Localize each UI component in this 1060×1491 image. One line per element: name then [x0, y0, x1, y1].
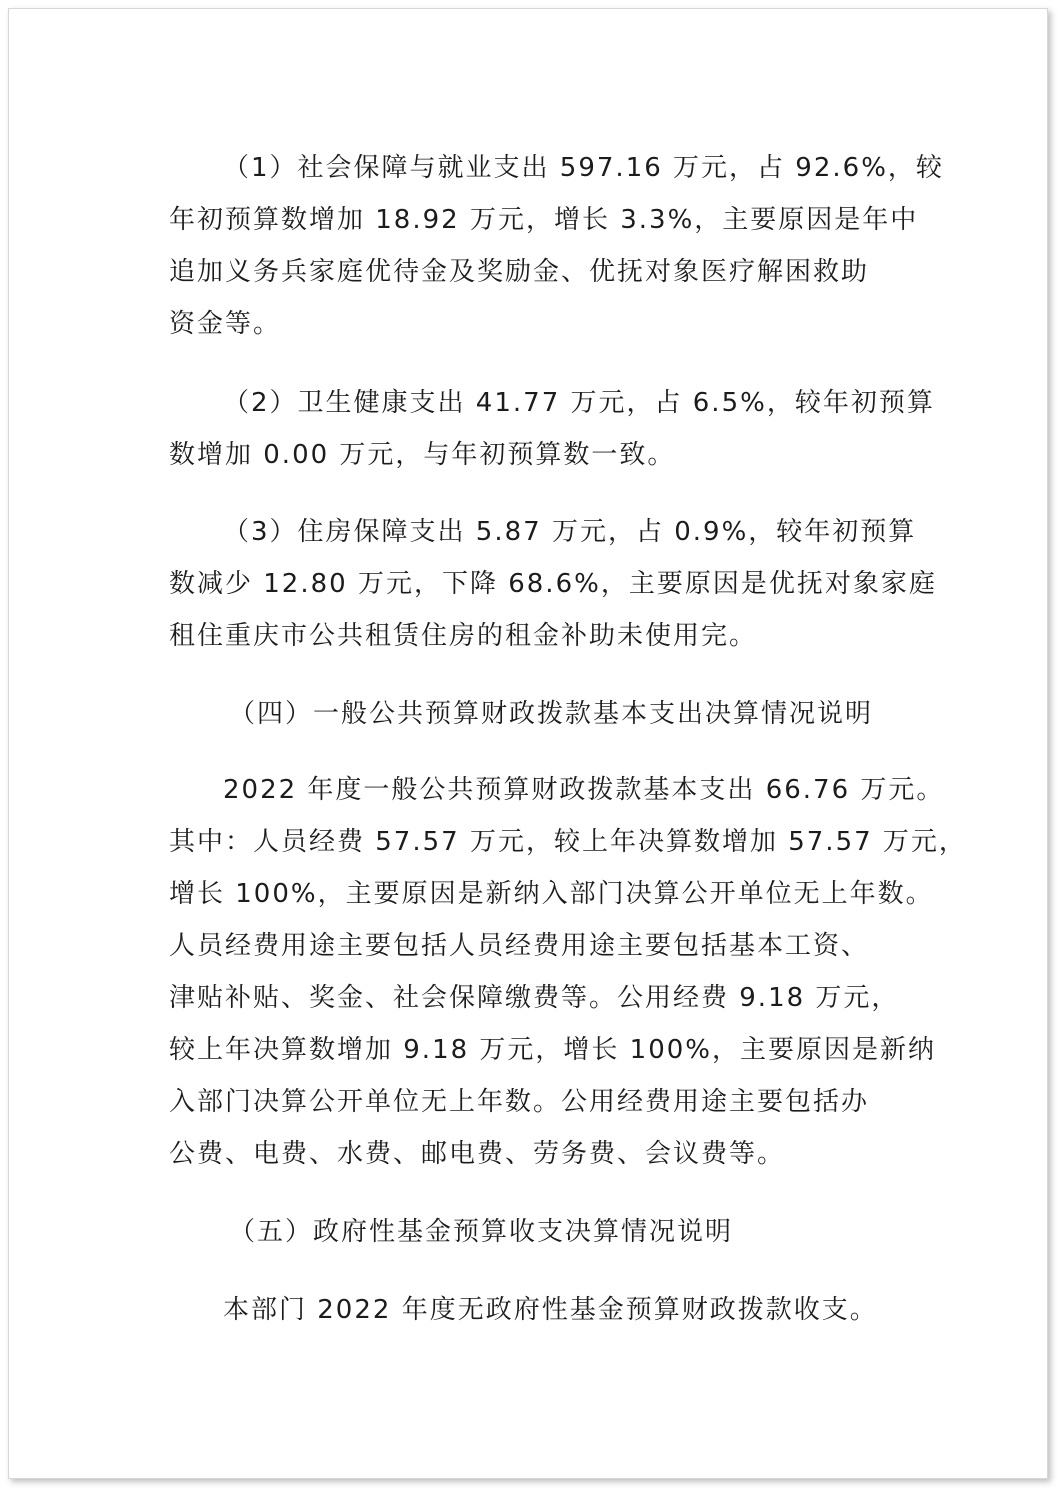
text-line: 较上年决算数增加 9.18 万元，增长 100%，主要原因是新纳: [169, 1035, 937, 1065]
text-line: （1）社会保障与就业支出 597.16 万元，占 92.6%，较: [223, 153, 944, 183]
paragraph-health: [169, 377, 935, 481]
text-line: 入部门决算公开单位无上年数。公用经费用途主要包括办: [169, 1087, 870, 1117]
text-line: 其中：人员经费 57.57 万元，较上年决算数增加 57.57 万元，: [169, 827, 967, 857]
section-heading-government-fund: [169, 1206, 929, 1258]
text-line: 数减少 12.80 万元，下降 68.6%，主要原因是优抚对象家庭: [169, 569, 937, 599]
text-line: （3）住房保障支出 5.87 万元，占 0.9%，较年初预算: [223, 517, 917, 547]
text-line: （2）卫生健康支出 41.77 万元，占 6.5%，较年初预算: [223, 388, 935, 418]
paragraph-social-security: [169, 142, 944, 350]
paragraph-government-fund: [169, 1284, 929, 1336]
text-line: 追加义务兵家庭优待金及奖励金、优抚对象医疗解困救助: [169, 257, 870, 287]
text-line: 租住重庆市公共租赁住房的租金补助未使用完。: [169, 621, 758, 651]
section-heading-basic-expenditure: [169, 688, 929, 740]
text-line: 本部门 2022 年度无政府性基金预算财政拨款收支。: [223, 1295, 878, 1325]
text-line: 增长 100%，主要原因是新纳入部门决算公开单位无上年数。: [169, 879, 934, 909]
paragraph-basic-expenditure: [169, 764, 967, 1180]
text-line: 人员经费用途主要包括人员经费用途主要包括基本工资、: [169, 931, 870, 961]
text-line: 津贴补贴、奖金、社会保障缴费等。公用经费 9.18 万元，: [169, 983, 900, 1013]
section-heading: （五）政府性基金预算收支决算情况说明: [229, 1217, 734, 1247]
text-line: 数增加 0.00 万元，与年初预算数一致。: [169, 440, 676, 470]
paragraph-housing: [169, 506, 937, 662]
text-line: 资金等。: [169, 309, 282, 339]
section-heading: （四）一般公共预算财政拨款基本支出决算情况说明: [229, 699, 874, 729]
text-line: 公费、电费、水费、邮电费、劳务费、会议费等。: [169, 1139, 786, 1169]
text-line: 年初预算数增加 18.92 万元，增长 3.3%，主要原因是年中: [169, 205, 919, 235]
text-line: 2022 年度一般公共预算财政拨款基本支出 66.76 万元。: [223, 775, 945, 805]
